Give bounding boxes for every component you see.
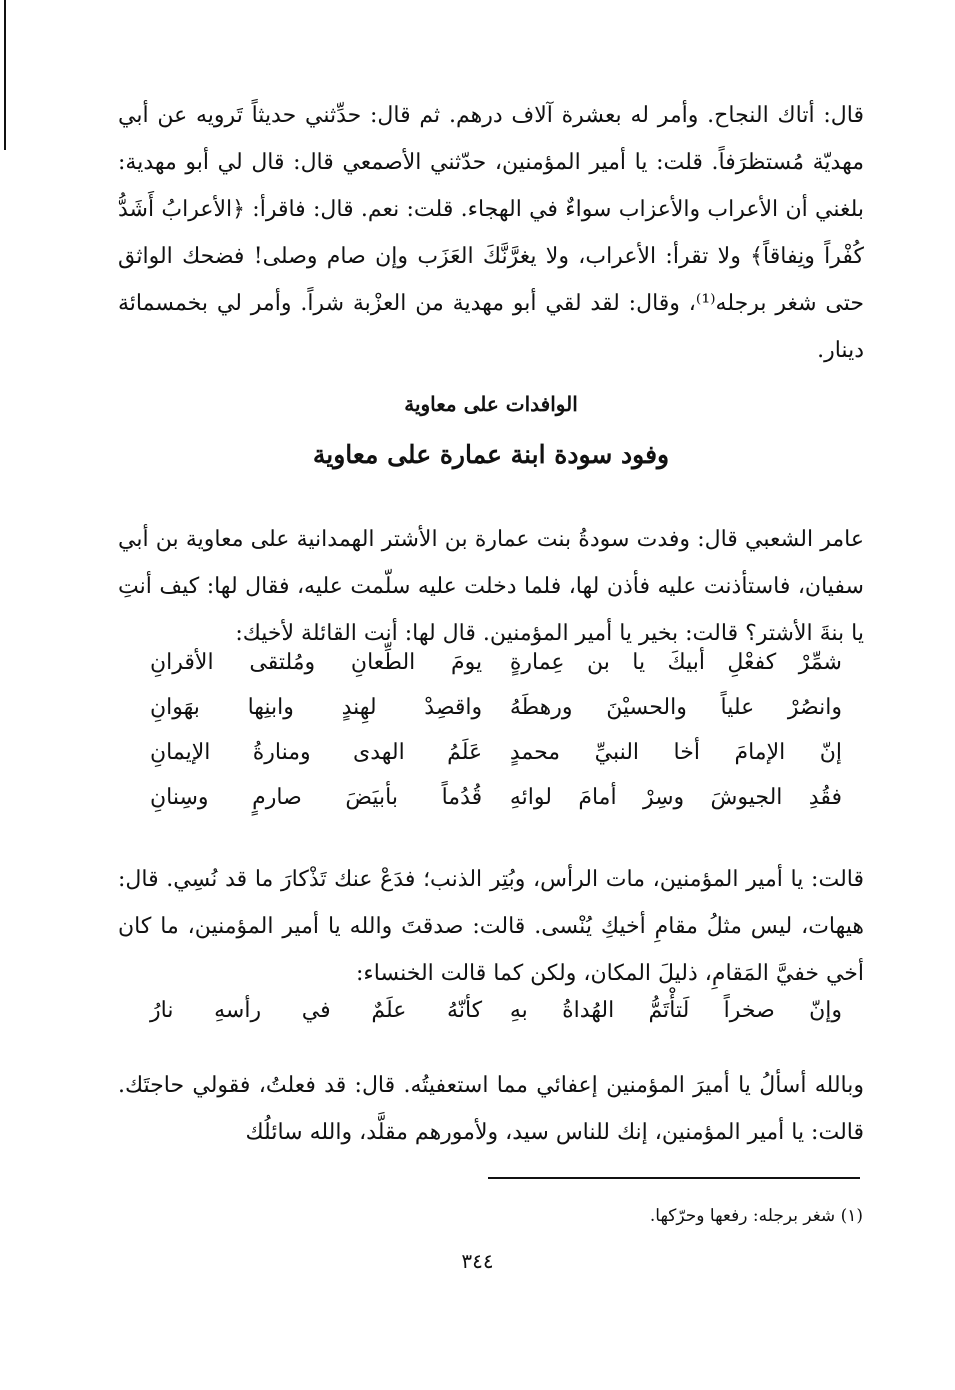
paragraph-1: قال: أتاك النجاح. وأمر له بعشرة آلاف درهم. ثم قال: حدِّثني حديثاً تَرويه عن أبي مهديّة مُستظرَفاً. قلت: يا أمير المؤمنين، حدّثني الأصمعي قال: قال لي أبو مهدية: بلغني أن الأعراب والأعزاب سواءٌ في الهجاء. قلت: نعم. قال: فاقرأ: ﴿الأعرابُ أَشَدُّ كُفْراً ونِفاقاً﴾ ولا تقرأ: الأعراب، ولا يغرَّنَّكَ العَزَب وإن صام وصلى! فضحك الواثق حتى شغر برجله⁽¹⁾، وقال: لقد لقي أبو مهدية من العزْبة شراً. وأمر لي بخمسمائة دينار. xyxy=(118,103,864,363)
poem-verse xyxy=(150,695,842,740)
poem xyxy=(150,650,842,830)
verse-first-hemistich: شمِّرْ كفعْلِ أبيكَ يا بن عِمارةٍ xyxy=(509,650,842,675)
section-title: الوافدات على معاوية xyxy=(404,392,578,416)
verse-second-hemistich: واقصِدْ لهِندٍ وابنِها بهَوانِ xyxy=(150,695,483,720)
page-number: ٣٤٤ xyxy=(461,1249,494,1273)
verse-first-hemistich: وانصُرْ علياً والحسيْنَ ورهطَهُ xyxy=(509,695,842,720)
verse-second-hemistich: عَلَمُ الهدى ومنارةُ الإيمانِ xyxy=(150,740,483,765)
paragraph-3: قالت: يا أمير المؤمنين، مات الرأس، وبُتِر الذنب؛ فدَعْ عنك تَذْكارَ ما قد نُسِي. قال: هيهات، ليس مثلُ مقامِ أخيكِ يُنْسى. قالت: صدقتَ والله يا أمير المؤمنين، ما كان أخي خفيَّ المَقامِ، ذليلَ المكان، ولكن كما قالت الخنساء: xyxy=(118,867,864,986)
verse-second-hemistich: كأنّهُ علَمٌ في رأسهِ نارُ xyxy=(150,998,483,1023)
footnote-divider xyxy=(488,1177,860,1179)
verse-first-hemistich: فقُدِ الجيوشَ وسِرْ أمامَ لوائهِ xyxy=(509,785,842,810)
verse-second-hemistich: قُدُماً بأبيَضَ صارمٍ وسِنانِ xyxy=(150,785,483,810)
poem-verse xyxy=(150,740,842,785)
footnote: (١) شغر برجله: رفعها وحرّكها. xyxy=(649,1206,863,1226)
paragraph-4: وبالله أسألُ يا أميرَ المؤمنين إعفائي مما استعفيتُه. قال: قد فعلتُ، فقولي حاجتَك. قالت: يا أمير المؤمنين، إنك للناس سيد، ولأمورهم مقلَّد، والله سائلُك xyxy=(118,1073,864,1145)
khansa-verse xyxy=(150,998,842,1043)
page-edge-line xyxy=(4,0,6,150)
verse-first-hemistich: إنّ الإمامَ أخا النبيِّ محمدٍ xyxy=(509,740,842,765)
poem-verse xyxy=(150,650,842,695)
paragraph-2: عامر الشعبي قال: وفدت سودةُ بنت عمارة بن الأشتر الهمدانية على معاوية بن أبي سفيان، فاستأذنت عليه فأذن لها، فلما دخلت عليه سلّمت عليه، فقال لها: كيف أنتِ يا بنةَ الأشتر؟ قالت: بخير يا أمير المؤمنين. قال لها: أنت القائلة لأخيك: xyxy=(118,527,864,646)
verse-first-hemistich: وإنّ صخراً لَتأْتَمُّ الهُداةُ بهِ xyxy=(509,998,842,1023)
poem-verse xyxy=(150,785,842,830)
verse-second-hemistich: يومَ الطِّعانِ ومُلتقى الأقرانِ xyxy=(150,650,483,675)
chapter-title: وفود سودة ابنة عمارة على معاوية xyxy=(312,440,670,469)
poem-verse xyxy=(150,998,842,1043)
